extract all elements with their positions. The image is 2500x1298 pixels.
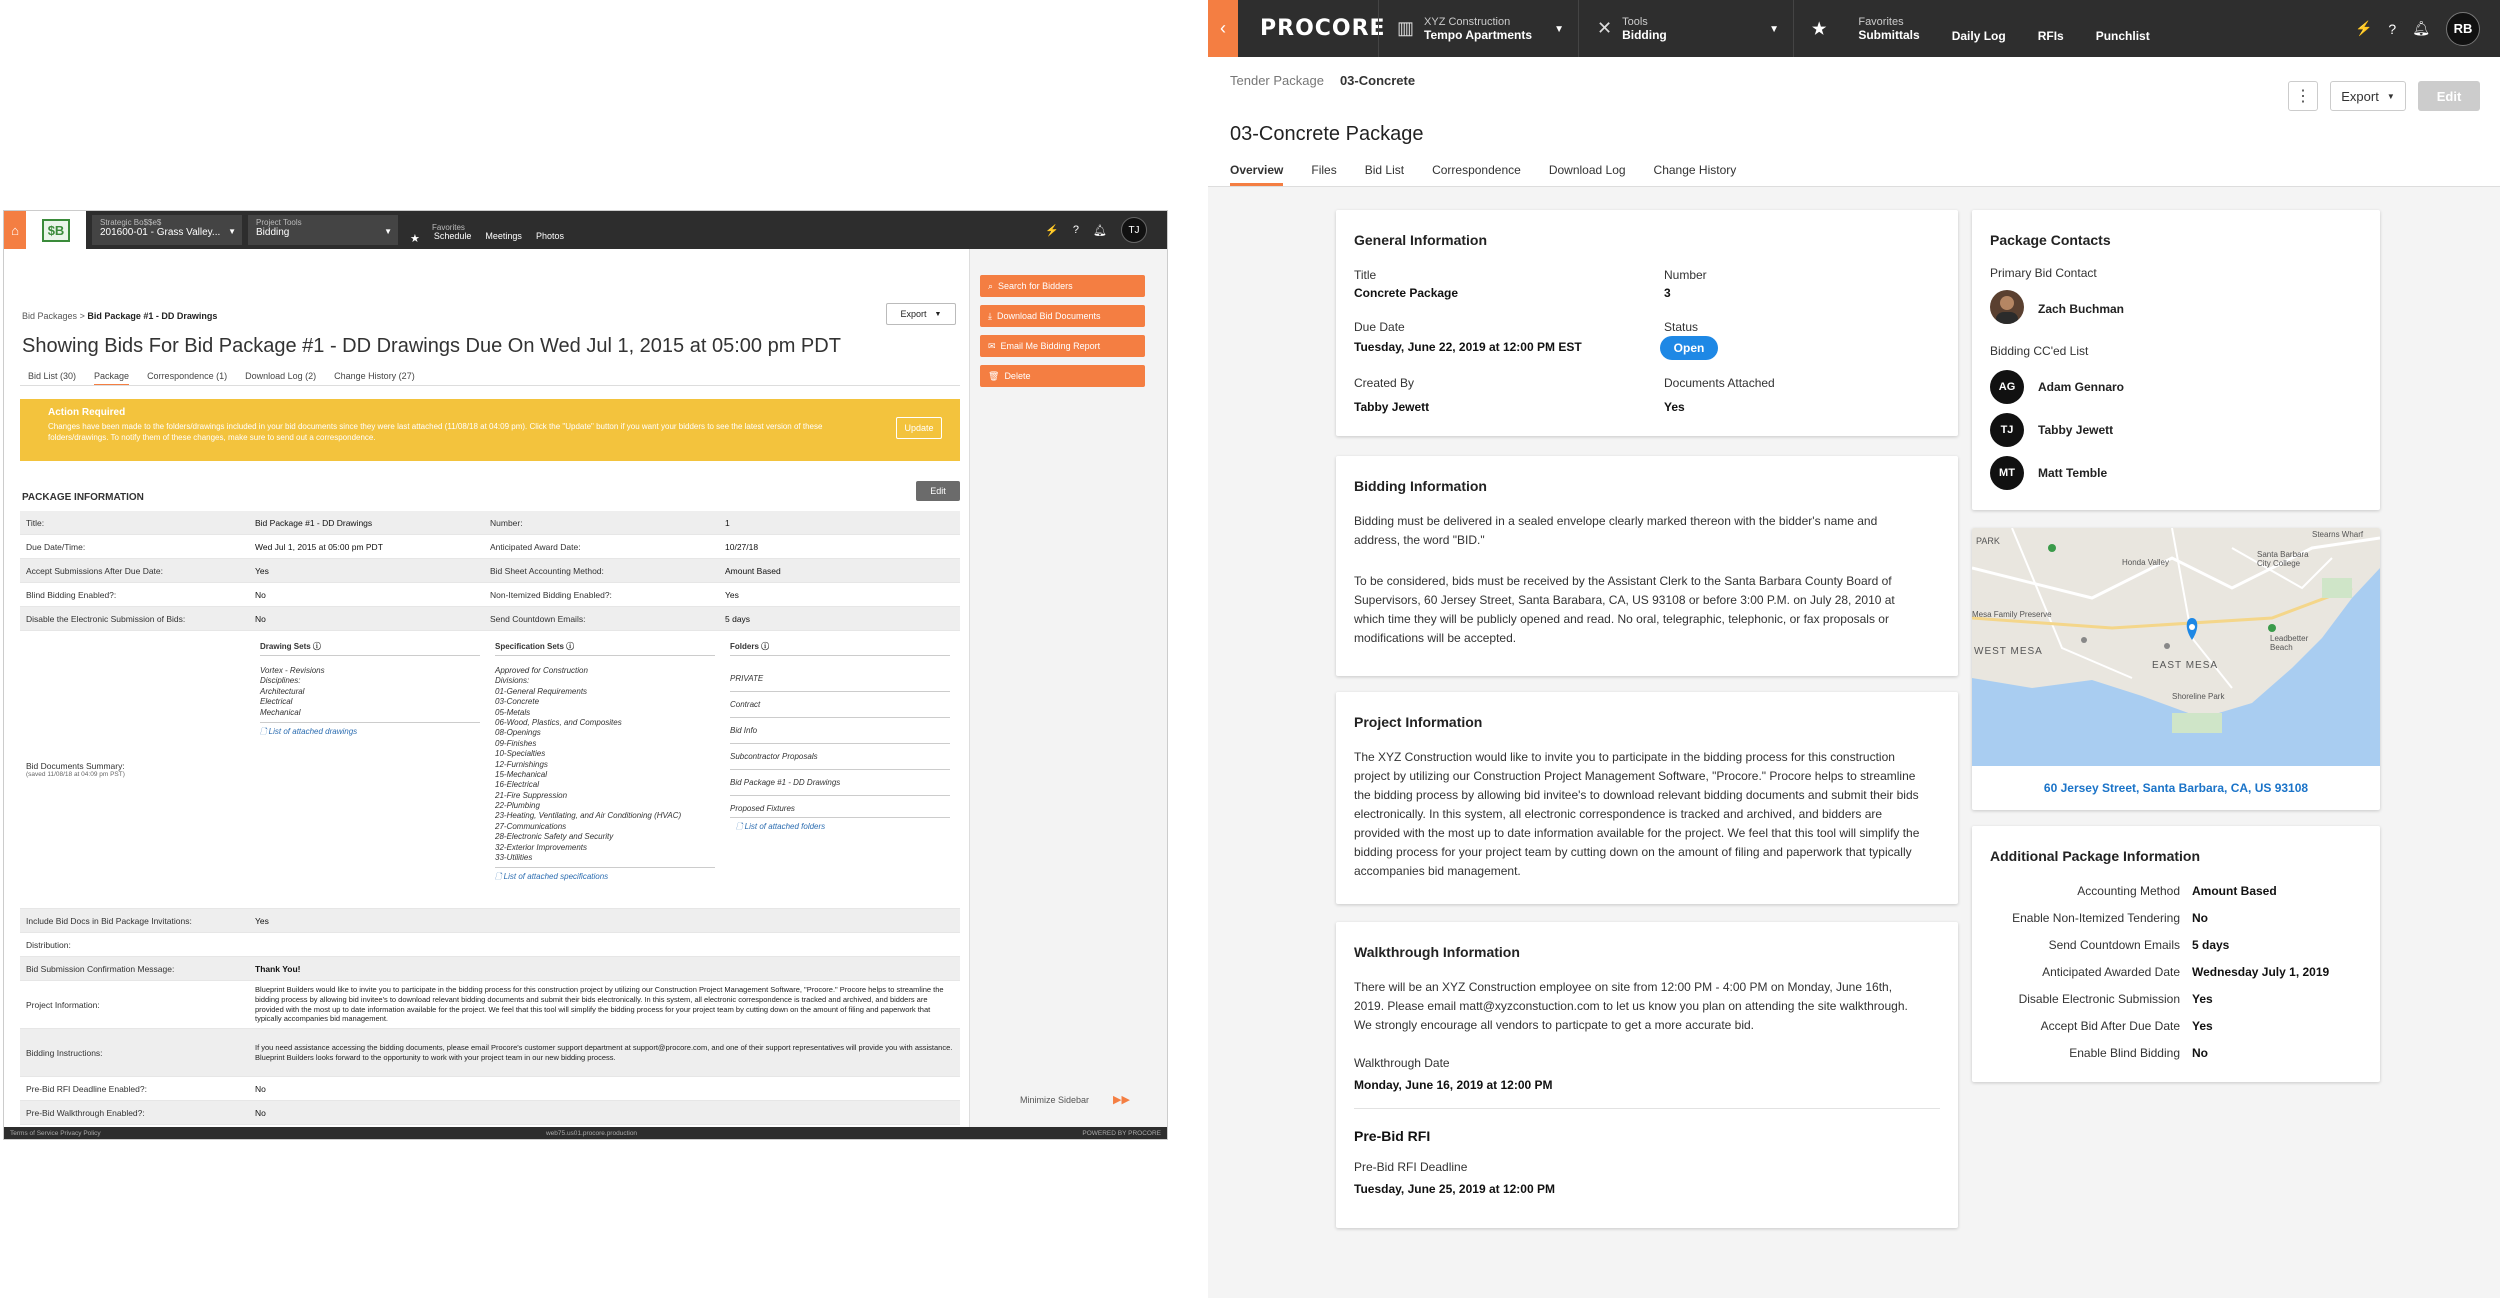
- avatar[interactable]: RB: [2446, 12, 2480, 46]
- logo-text: $B: [42, 219, 71, 242]
- map-label: Shoreline Park: [2172, 692, 2225, 701]
- tab-bid-list[interactable]: Bid List (30): [28, 371, 77, 381]
- map-label: Mesa Family Preserve: [1972, 610, 2052, 619]
- field-label: Number: [1664, 268, 1707, 282]
- field-label: Documents Attached: [1664, 376, 1775, 390]
- chevron-down-icon: ▼: [2386, 91, 2395, 101]
- favorites-label: Favorites: [1858, 15, 1904, 28]
- export-button[interactable]: Export ▼: [2330, 81, 2406, 111]
- tab-change-history[interactable]: Change History (27): [334, 371, 415, 381]
- tab-download-log[interactable]: Download Log (2): [245, 371, 317, 381]
- chevron-down-icon: ▼: [1769, 24, 1779, 35]
- folders-column: Folders ⓘ PRIVATE Contract Bid Info Subcontractor Proposals Bid Package #1 - DD Drawings Proposed Fixtures 🗋 List of attached folders: [730, 641, 950, 835]
- additional-package-information-card: [1972, 826, 2380, 1082]
- section-heading: PACKAGE INFORMATION: [22, 492, 144, 503]
- folder-item: Bid Info: [730, 718, 950, 744]
- field-label: Send Countdown Emails: [2048, 938, 2180, 952]
- tools-label: Tools: [1622, 15, 1648, 28]
- info-icon: ⓘ: [761, 642, 770, 651]
- card-heading: Project Information: [1354, 714, 1483, 730]
- search-icon: ⌕: [988, 280, 994, 291]
- home-icon[interactable]: ⌂: [4, 211, 26, 249]
- field-label: Enable Blind Bidding: [2069, 1046, 2180, 1060]
- download-icon: ⤓: [988, 310, 992, 321]
- update-button[interactable]: Update: [896, 417, 942, 439]
- page-header: [1208, 57, 2500, 187]
- legacy-sidebar: [969, 249, 1168, 1129]
- legacy-main: [4, 249, 969, 1129]
- minimize-sidebar-button[interactable]: Minimize Sidebar ▶▶: [1020, 1094, 1130, 1106]
- footer-server: web75.us01.procore.production: [545, 1129, 638, 1137]
- field-label: Bidding CC'ed List: [1990, 344, 2089, 358]
- bidding-information-card: [1336, 456, 1958, 676]
- download-bid-documents-button[interactable]: ⤓ Download Bid Documents: [980, 305, 1145, 327]
- field-label: Created By: [1354, 376, 1415, 390]
- favorites-bar: [1793, 0, 2150, 57]
- field-value: No: [2192, 1046, 2208, 1060]
- email-bidding-report-button[interactable]: ✉ Email Me Bidding Report: [980, 335, 1145, 357]
- due-date-value: Tuesday, June 22, 2019 at 12:00 PM EST: [1354, 340, 1582, 354]
- breadcrumb-parent[interactable]: Tender Package: [1230, 73, 1324, 88]
- tools-value: Bidding: [256, 227, 290, 238]
- map[interactable]: [1972, 528, 2380, 766]
- title-value: Concrete Package: [1354, 286, 1459, 300]
- building-icon: ▥: [1397, 18, 1415, 38]
- tools-icon: ✕: [1597, 18, 1613, 38]
- project-selector[interactable]: [1378, 0, 1578, 57]
- favorites-label: Favorites: [432, 223, 465, 232]
- plug-icon[interactable]: ⚡: [2354, 20, 2373, 36]
- bell-icon[interactable]: 🔔︎: [1093, 224, 1107, 237]
- project-label: XYZ Construction: [1424, 15, 1511, 28]
- project-value: Tempo Apartments: [1424, 27, 1533, 42]
- field-value: No: [2192, 911, 2208, 925]
- tab-download-log[interactable]: Download Log: [1548, 163, 1626, 177]
- avatar[interactable]: TJ: [1121, 217, 1147, 243]
- table-row: Accept Submissions After Due Date: Yes Bid Sheet Accounting Method: Amount Based: [20, 559, 960, 583]
- footer-links[interactable]: Terms of Service Privacy Policy: [10, 1129, 101, 1137]
- card-heading: Package Contacts: [1990, 232, 2111, 248]
- more-options-icon[interactable]: ⋮: [2288, 81, 2318, 111]
- favorite-link[interactable]: Photos: [535, 231, 564, 241]
- field-label: Primary Bid Contact: [1990, 266, 2097, 280]
- walkthrough-paragraph: There will be an XYZ Construction employee on site from 12:00 PM - 4:00 PM on Monday, June 16th, 2019. Please email matt@xyzconstuction.com to let us know you plan on attending the site walkthrough. We strongly encourage all vendors to particpate to get a more accurate bid.: [1354, 980, 1908, 1032]
- breadcrumb-current: 03-Concrete: [1339, 73, 1416, 88]
- divider: [20, 385, 960, 386]
- tab-overview[interactable]: Overview: [1230, 163, 1283, 186]
- general-information-card: [1336, 210, 1958, 436]
- table-row: Project Information: Blueprint Builders would like to invite you to participate in the bidding process for this construction project by utilizing our Construction Project Management Software, "Procore." Procore helps to streamline the bidding process by allowing bid invitee's to download relevant bidding documents and submit their bids electronically. In this system, all electronic correspondence is tracked and archived, and bidders are provided with the most up to date information available for the project. We feel that this tool will simplify the bidding process for your project team by cutting down on the amount of filing and paperwork that typically accompanies bid management.: [20, 981, 960, 1029]
- package-info-table: [20, 511, 960, 1125]
- favorite-link[interactable]: Schedule: [433, 231, 472, 241]
- edit-button[interactable]: Edit: [2418, 81, 2480, 111]
- tools-selector[interactable]: [1578, 0, 1793, 57]
- field-value: Yes: [2192, 1019, 2213, 1033]
- divider: [1354, 1108, 1940, 1109]
- avatar: AG: [1990, 370, 2024, 404]
- rfi-deadline-value: Tuesday, June 25, 2019 at 12:00 PM: [1354, 1182, 1555, 1196]
- company-selector[interactable]: [92, 215, 242, 245]
- table-row: Bidding Instructions: If you need assistance accessing the bidding documents, please email Procore's customer support department at support@procore.com, and one of their support representatives will provide you with assistance. Blueprint Builders looks forward to the opportunity to work with your project team in our new bidding process.: [20, 1029, 960, 1077]
- chevron-down-icon: ▼: [228, 227, 236, 236]
- field-value: 5 days: [2192, 938, 2230, 952]
- project-paragraph: The XYZ Construction would like to invite you to participate in the bidding process for this construction project by utilizing our Construction Project Management Software, "Procore." Procore helps to streamline the bidding process by allowing bid invitee's to download relevant bidding documents and submit their bids electronically. In this system, all electronic correspondence is tracked and archived, and bidders are provided with the most up to date information available for the project. We feel that this tool will simplify the bidding process for your project team by cutting down on the amount of filing and paperwork that typically accompanies bid management.: [1354, 750, 1920, 878]
- tab-bar: [1230, 163, 1736, 186]
- table-row: Include Bid Docs in Bid Package Invitations: Yes: [20, 909, 960, 933]
- folder-item: PRIVATE: [730, 666, 950, 692]
- favorite-link[interactable]: RFIs: [2037, 28, 2064, 43]
- map-label: PARK: [1976, 536, 2000, 546]
- procore-logo[interactable]: PROCORE: [1260, 16, 1386, 41]
- company-logo[interactable]: [26, 211, 86, 249]
- trash-icon: 🗑︎: [988, 370, 1000, 381]
- tab-correspondence[interactable]: Correspondence: [1432, 163, 1521, 177]
- favorite-link[interactable]: Punchlist: [2095, 28, 2150, 43]
- alert-heading: Action Required: [48, 407, 126, 418]
- tools-selector[interactable]: [248, 215, 398, 245]
- walkthrough-date-value: Monday, June 16, 2019 at 12:00 PM: [1354, 1078, 1553, 1092]
- card-heading: Bidding Information: [1354, 478, 1487, 494]
- number-value: 3: [1664, 286, 1671, 300]
- map-label: Honda Valley: [2122, 558, 2169, 567]
- bidding-paragraph: To be considered, bids must be received by the Assistant Clerk to the Santa Barbara County Board of Supervisors, 60 Jersey Street, Santa Barabara, CA, US 93108 or before 3:00 P.M. on July 28, 2010 at which time they will be publicly opened and read. No oral, telegraphic, telephonic, or fax proposals or modifications will be accepted.: [1354, 574, 1895, 645]
- star-icon: ★: [410, 233, 420, 245]
- breadcrumb: [1230, 73, 1415, 88]
- field-value: Yes: [2192, 992, 2213, 1006]
- contact-name[interactable]: Tabby Jewett: [2038, 423, 2114, 437]
- field-label: Accounting Method: [2077, 884, 2180, 898]
- legacy-footer: [4, 1127, 1167, 1139]
- field-label: Pre-Bid RFI Deadline: [1354, 1160, 1468, 1174]
- help-icon[interactable]: ?: [2388, 20, 2397, 37]
- edit-button[interactable]: Edit: [916, 481, 960, 501]
- export-button[interactable]: Export ▼: [886, 303, 956, 325]
- chevron-right-icon: >: [79, 311, 88, 321]
- tools-value: Bidding: [1622, 27, 1667, 42]
- breadcrumb-parent[interactable]: Bid Packages: [22, 311, 78, 321]
- alert-text: Changes have been made to the folders/drawings included in your bid documents since they were last attached (11/08/18 at 04:09 pm). Click the "Update" button if you want your bidders to see the latest version of these folders/drawings. To notify them of these changes, make sure to send out a correspondence.: [48, 422, 823, 442]
- table-row: Blind Bidding Enabled?: No Non-Itemized Bidding Enabled?: Yes: [20, 583, 960, 607]
- plug-icon[interactable]: ⚡: [1045, 224, 1059, 237]
- folder-item: Contract: [730, 692, 950, 718]
- card-subheading: Pre-Bid RFI: [1354, 1128, 1431, 1144]
- avatar: TJ: [1990, 413, 2024, 447]
- contact-name[interactable]: Zach Buchman: [2038, 302, 2125, 316]
- field-value: Amount Based: [2192, 884, 2277, 898]
- summary-saved-note: (saved 11/08/18 at 04:09 pm PST): [26, 771, 125, 778]
- table-row: Disable the Electronic Submission of Bids: No Send Countdown Emails: 5 days: [20, 607, 960, 631]
- card-heading: Additional Package Information: [1990, 848, 2201, 864]
- drawing-sets-column: Drawing Sets ⓘ Vortex - Revisions Disciplines: Architectural Electrical Mechanical 🗋 List of attached drawings: [260, 641, 480, 740]
- breadcrumb-current: Bid Package #1 - DD Drawings: [87, 311, 218, 321]
- topbar-icons: [2355, 12, 2500, 46]
- avatar: [1990, 290, 2024, 324]
- documents-attached-value: Yes: [1664, 400, 1685, 414]
- folder-item: Proposed Fixtures: [730, 804, 795, 813]
- footer-powered-by: POWERED BY PROCORE: [1082, 1129, 1161, 1137]
- company-value: 201600-01 - Grass Valley...: [100, 227, 221, 238]
- package-contacts-card: [1972, 210, 2380, 510]
- new-bidding-window: [1208, 0, 2500, 1298]
- bell-icon[interactable]: 🔔︎: [2412, 20, 2430, 36]
- company-label: Strategic Bo$$e$: [100, 218, 162, 227]
- topbar-icons: [1045, 217, 1167, 243]
- table-row: Due Date/Time: Wed Jul 1, 2015 at 05:00 pm PDT Anticipated Award Date: 10/27/18: [20, 535, 960, 559]
- summary-label: Bid Documents Summary:: [26, 761, 125, 771]
- chevron-down-icon: ▼: [384, 227, 392, 236]
- document-icon: 🗋: [260, 726, 267, 736]
- map-label: WEST MESA: [1974, 646, 2043, 657]
- status-badge: Open: [1660, 336, 1718, 360]
- document-icon: 🗋: [736, 822, 743, 831]
- project-information-card: [1336, 692, 1958, 904]
- chevron-left-icon[interactable]: ‹: [1208, 0, 1238, 57]
- legacy-bidding-window: [3, 210, 1168, 1140]
- walkthrough-information-card: [1336, 922, 1958, 1228]
- table-row: Bid Submission Confirmation Message: Thank You!: [20, 957, 960, 981]
- favorite-link[interactable]: Daily Log: [1951, 28, 2006, 43]
- map-label: Santa Barbara City College: [2257, 550, 2309, 568]
- map-label: Stearns Wharf: [2312, 530, 2364, 539]
- chevron-down-icon: ▼: [1554, 24, 1564, 35]
- field-label: Status: [1664, 320, 1699, 334]
- breadcrumb: [22, 311, 217, 321]
- document-icon: 🗋: [495, 872, 502, 882]
- bidding-paragraph: Bidding must be delivered in a sealed envelope clearly marked thereon with the bidder's name and address, the word "BID.": [1354, 514, 1878, 547]
- delete-button[interactable]: 🗑︎ Delete: [980, 365, 1145, 387]
- help-icon[interactable]: ?: [1072, 224, 1080, 236]
- created-by-value: Tabby Jewett: [1354, 400, 1430, 414]
- double-chevron-right-icon: ▶▶: [1113, 1094, 1130, 1106]
- search-for-bidders-button[interactable]: ⌕ Search for Bidders: [980, 275, 1145, 297]
- card-heading: Walkthrough Information: [1354, 944, 1520, 960]
- address-link[interactable]: 60 Jersey Street, Santa Barbara, CA, US 93108: [2043, 781, 2309, 795]
- procore-topbar: [1208, 0, 2500, 57]
- map-label: EAST MESA: [2152, 660, 2219, 671]
- contact-name[interactable]: Adam Gennaro: [2038, 380, 2125, 394]
- field-label: Walkthrough Date: [1354, 1056, 1450, 1070]
- tab-bar: [28, 371, 415, 386]
- table-row: Pre-Bid Walkthrough Enabled?: No: [20, 1101, 960, 1125]
- tab-change-history[interactable]: Change History: [1653, 163, 1737, 177]
- tools-label: Project Tools: [256, 218, 302, 227]
- bid-documents-summary-row: [20, 631, 960, 909]
- tab-correspondence[interactable]: Correspondence (1): [147, 371, 228, 381]
- field-label: Disable Electronic Submission: [2018, 992, 2180, 1006]
- table-row: Distribution:: [20, 933, 960, 957]
- legacy-topbar: [4, 211, 1167, 249]
- chevron-down-icon: ▼: [934, 310, 942, 318]
- avatar: MT: [1990, 456, 2024, 490]
- attached-drawings-link[interactable]: 🗋 List of attached drawings: [260, 722, 480, 740]
- email-icon: ✉: [988, 340, 996, 351]
- table-row: Title: Bid Package #1 - DD Drawings Number: 1: [20, 511, 960, 535]
- map-label: Leadbetter Beach: [2270, 634, 2309, 652]
- folder-item: Subcontractor Proposals: [730, 744, 950, 770]
- contact-name[interactable]: Matt Temble: [2038, 466, 2108, 480]
- tab-files[interactable]: Files: [1311, 163, 1337, 177]
- field-label: Anticipated Awarded Date: [2042, 965, 2180, 979]
- favorite-link[interactable]: Submittals: [1858, 27, 1920, 42]
- location-map-card: [1972, 528, 2380, 810]
- field-label: Enable Non-Itemized Tendering: [2012, 911, 2180, 925]
- page-title: 03-Concrete Package: [1230, 123, 1424, 145]
- info-icon: ⓘ: [566, 642, 575, 651]
- folder-item: Bid Package #1 - DD Drawings: [730, 770, 950, 796]
- favorite-link[interactable]: Meetings: [485, 231, 522, 241]
- tab-package[interactable]: Package: [94, 371, 129, 386]
- field-value: Wednesday July 1, 2019: [2192, 965, 2330, 979]
- field-label: Title: [1354, 268, 1377, 282]
- table-row: Pre-Bid RFI Deadline Enabled?: No: [20, 1077, 960, 1101]
- attached-specifications-link[interactable]: 🗋 List of attached specifications: [495, 867, 715, 885]
- specification-sets-column: Specification Sets ⓘ Approved for Construction Divisions: 01-General Requirements 03-Concrete 05-Metals 06-Wood, Plastics, and Composites 08-Openings 09-Finishes 10-Specialties 12-Furnishings 15-Mechanical 16-Electrical 21-Fire Suppression 22-Plumbing 23-Heating, Ventilating, and Air Conditioning (HVAC) 27-Communications 28-Electronic Safety and Security 32-Exterior Improvements 33-Utilities 🗋 List of attached specifications: [495, 641, 715, 885]
- field-label: Accept Bid After Due Date: [2040, 1019, 2180, 1033]
- star-icon: ★: [1812, 20, 1827, 38]
- favorites-bar: [410, 215, 564, 245]
- tab-bid-list[interactable]: Bid List: [1364, 163, 1405, 177]
- card-heading: General Information: [1354, 232, 1488, 248]
- field-label: Due Date: [1354, 320, 1405, 334]
- info-icon: ⓘ: [312, 642, 321, 651]
- page-title: Showing Bids For Bid Package #1 - DD Drawings Due On Wed Jul 1, 2015 at 05:00 pm PDT: [22, 335, 841, 357]
- action-required-alert: [20, 399, 960, 461]
- attached-folders-link[interactable]: 🗋 List of attached folders: [730, 817, 950, 835]
